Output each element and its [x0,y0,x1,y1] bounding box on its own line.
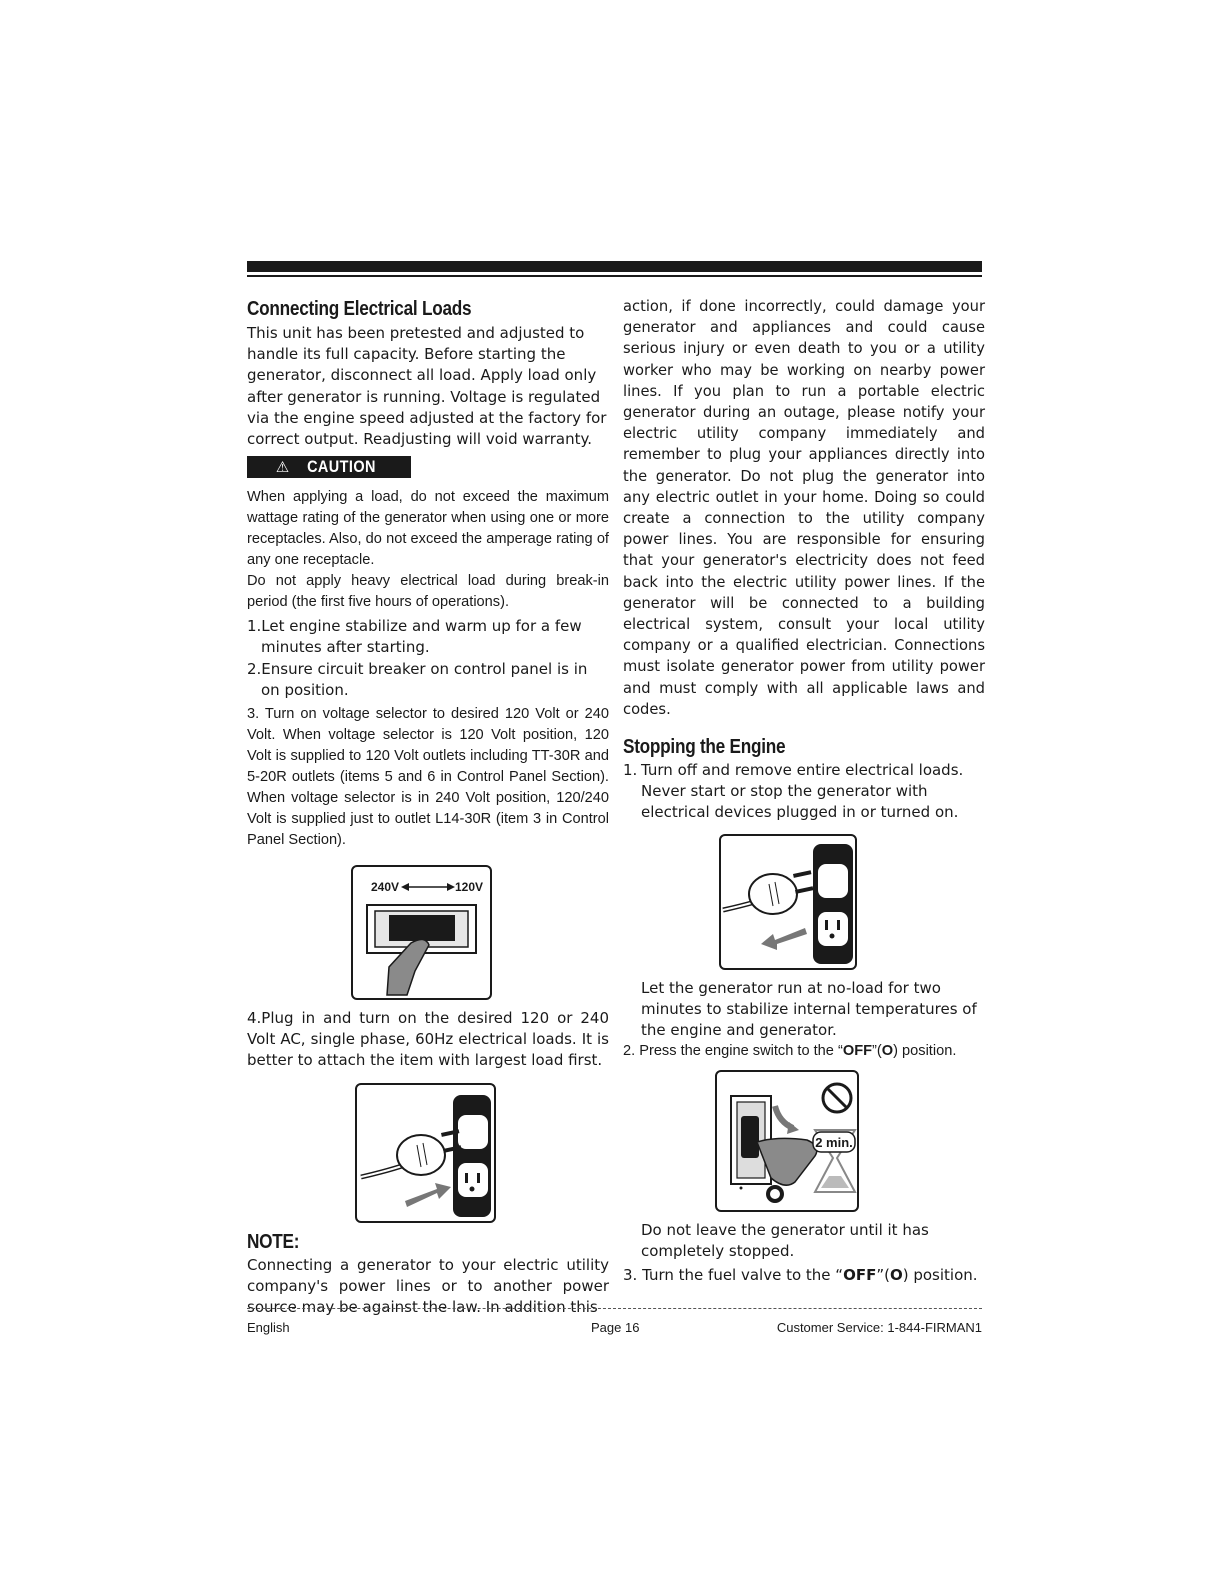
stop-step-2-post: ) position. [893,1043,957,1060]
stop-step-2 [623,1041,985,1062]
engine-switch-figure [715,1070,859,1212]
selector-label-240v: 240V [371,880,400,895]
caution-text-1: When applying a load, do not exceed the maximum wattage rating of the generator when using one or more receptacles. Also, do not exceed the amperage rating of any one receptacle. [247,489,609,569]
footer-customer-service: Customer Service: 1-844-FIRMAN1 [776,1320,982,1335]
off-word: OFF [842,1043,873,1060]
fuel-off-word: OFF [843,1265,877,1284]
off-symbol: O [881,1043,894,1060]
step-1: 1.Let engine stabilize and warm up for a few minutes after starting. [247,617,582,657]
header-bar [247,261,982,272]
caution-badge [247,456,411,478]
footer-dashed-rule [247,1308,982,1309]
intro-paragraph: This unit has been pretested and adjusted to handle its full capacity. Before starting the generator, disconnect all load. Apply load only after generator is running. Voltage is regulated via the engine speed adjusted at the factory for correct output. Readjusting will void warranty. [247,324,607,449]
footer-page-number: Page 16 [591,1320,640,1335]
voltage-selector-illustration [353,867,490,998]
stop-step-3-mid: ”( [876,1265,890,1284]
stop-step-1-number: 1. [623,761,638,780]
warning-triangle-icon: ⚠ [275,458,290,477]
engine-switch-illustration [717,1072,857,1210]
caution-text-2: Do not apply heavy electrical load during break-in period (the first five hours of operations). [247,573,609,611]
stop-step-1 [623,760,985,824]
caution-label: CAUTION [307,457,377,477]
unplug-illustration [721,836,855,968]
step-4: 4.Plug in and turn on the desired 120 or 240 Volt AC, single phase, 60Hz electrical loads. It is better to attach the item with largest load first. [247,1009,609,1070]
no-load-instruction: Let the generator run at no-load for two minutes to stabilize internal temperatures of the engine and generator. [641,978,977,1040]
selector-label-120v: 120V [455,880,484,895]
stop-step-1-text: Turn off and remove entire electrical loads. Never start or stop the generator with electrical devices plugged in or turned on. [641,761,964,822]
stop-step-2-pre: 2. Press the engine switch to the “ [623,1043,843,1060]
note-heading: NOTE: [247,1231,300,1254]
off-circle-icon [768,1187,782,1201]
complete-stop-instruction: Do not leave the generator until it has completely stopped. [641,1221,929,1261]
stop-step-2-mid: ”( [872,1043,882,1060]
note-text: Connecting a generator to your electric utility company's power lines or to another power source may be against the law. In addition this [247,1256,609,1317]
footer-language: English [247,1320,290,1335]
section-heading-connecting-loads: Connecting Electrical Loads [247,298,472,320]
voltage-selector-figure [351,865,492,1000]
stop-step-3-post: ) position. [902,1265,978,1284]
header-rule [247,275,982,277]
section-heading-stopping-engine: Stopping the Engine [623,736,786,759]
note-continued: action, if done incorrectly, could damage your generator and appliances and could cause serious injury or even death to you or a utility worker who may be working on nearby power lines. If you plan to run a portable electric generator during an outage, please notify your electric utility company immediately and remember to plug your appliances directly into the generator. Do not plug the generator into any electric outlet in your home. Doing so could create a connection to the utility company power lines. You are responsible for ensuring that your generator's electricity does not feed back into the electric utility power lines. If the generator will be connected to a building electrical system, consult your local utility company or a qualified electrician. Connections must isolate generator power from utility power and must comply with all applicable laws and codes. [623,298,985,718]
plug-in-figure [355,1083,496,1223]
step-3: 3. Turn on voltage selector to desired 120 Volt or 240 Volt. When voltage selector is 120 Volt position, 120 Volt is supplied to 120 Volt outlets including TT-30R and 5-20R outlets (items 5 and 6 in Control Panel Section). When voltage selector is in 240 Volt position, 120/240 Volt is supplied just to outlet L14-30R (item 3 in Control Panel Section). [247,706,609,849]
left-column [247,296,609,1319]
right-column [623,296,985,1286]
stop-step-3 [623,1265,985,1286]
stop-step-3-pre: 3. Turn the fuel valve to the “ [623,1265,844,1284]
unplug-figure [719,834,857,970]
fuel-off-symbol: O [889,1265,903,1284]
timer-label: 2 min. [815,1135,853,1151]
step-2: 2.Ensure circuit breaker on control panel is in on position. [247,659,588,699]
plug-in-illustration [357,1085,494,1221]
